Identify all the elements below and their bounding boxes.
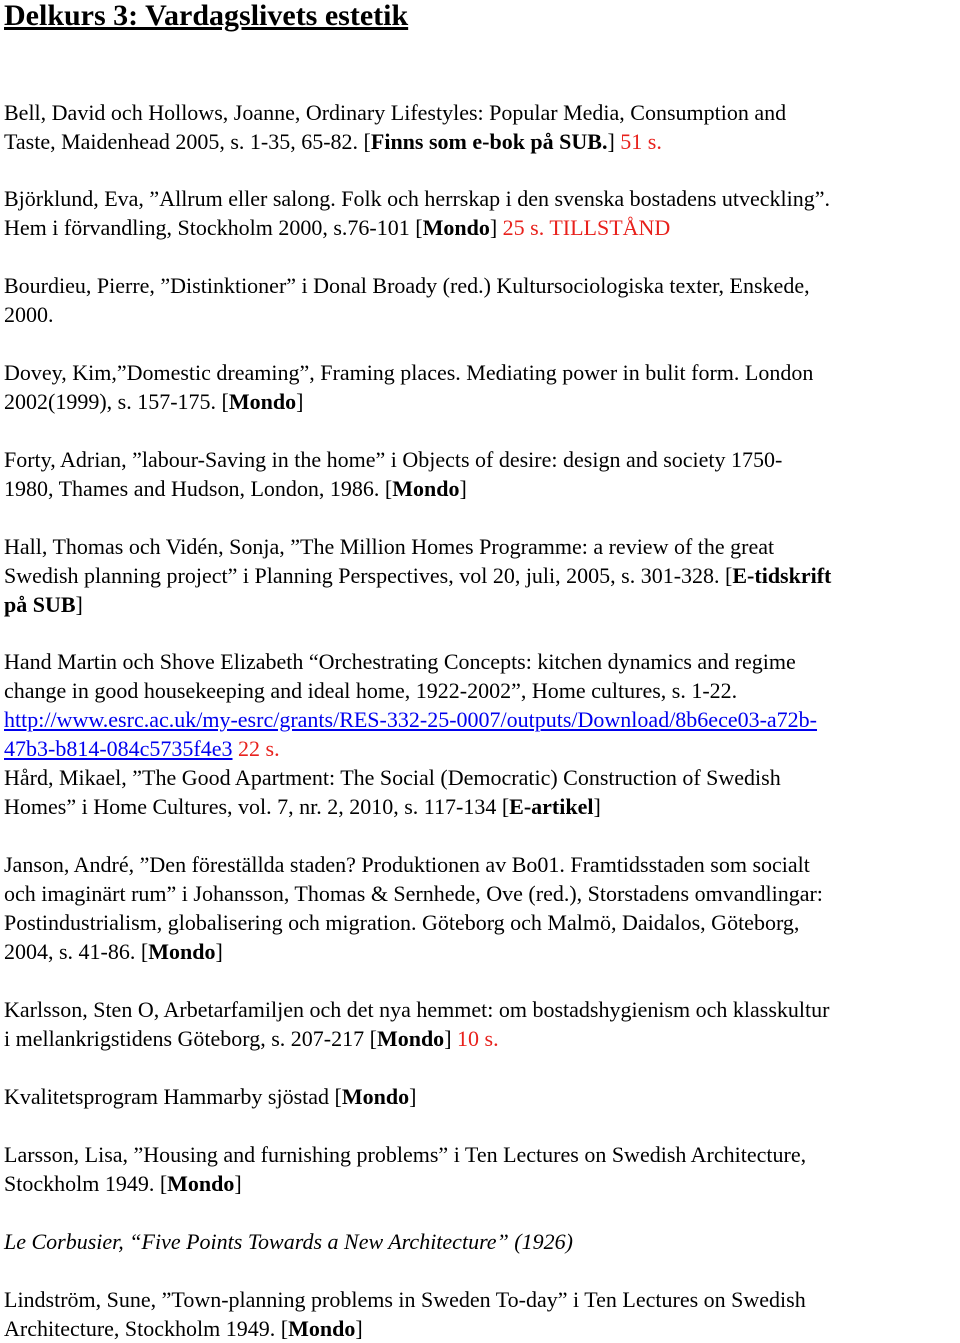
ebook-note: Finns som e-bok på SUB. bbox=[370, 129, 608, 154]
reference-entry-lindstrom bbox=[4, 1285, 954, 1343]
entry-line: och imaginärt rum” i Johansson, Thomas & Sernhede, Ove (red.), Storstadens omvandlingar: bbox=[4, 881, 823, 906]
entry-line: Architecture, Stockholm 1949. [Mondo] bbox=[4, 1316, 363, 1341]
reference-entry-hall bbox=[4, 532, 954, 619]
entry-line: Larsson, Lisa, ”Housing and furnishing problems” i Ten Lectures on Swedish Architecture, bbox=[4, 1142, 807, 1167]
reference-entry-bell bbox=[4, 98, 954, 156]
location-mondo: Mondo bbox=[392, 476, 460, 501]
entry-line: Lindström, Sune, ”Town-planning problems in Sweden To-day” i Ten Lectures on Swedish bbox=[4, 1287, 806, 1312]
ejournal-note: på SUB bbox=[4, 592, 76, 617]
entry-line: Swedish planning project” i Planning Perspectives, vol 20, juli, 2005, s. 301-328. [E-tidskrift bbox=[4, 563, 832, 588]
page-count: 25 s. TILLSTÅND bbox=[502, 215, 671, 240]
entry-line: Hand Martin och Shove Elizabeth “Orchestrating Concepts: kitchen dynamics and regime bbox=[4, 649, 796, 674]
reference-entry-larsson bbox=[4, 1140, 954, 1198]
entry-line: change in good housekeeping and ideal home, 1922-2002”, Home cultures, s. 1-22. bbox=[4, 678, 738, 703]
esrc-link-continued[interactable]: 47b3-b814-084c5735f4e3 bbox=[4, 736, 233, 761]
location-mondo: Mondo bbox=[341, 1084, 410, 1109]
location-mondo: Mondo bbox=[422, 215, 490, 240]
entry-line: Bourdieu, Pierre, ”Distinktioner” i Donal Broady (red.) Kultursociologiska texter, Enskede, bbox=[4, 273, 810, 298]
page-count: 22 s. bbox=[238, 736, 280, 761]
entry-line: Forty, Adrian, ”labour-Saving in the home” i Objects of desire: design and society 1750- bbox=[4, 447, 783, 472]
entry-line: Hem i förvandling, Stockholm 2000, s.76-101 [Mondo] 25 s. TILLSTÅND bbox=[4, 215, 671, 240]
entry-line: Homes” i Home Cultures, vol. 7, nr. 2, 2010, s. 117-134 [E-artikel] bbox=[4, 794, 601, 819]
earticle-note: E-artikel bbox=[509, 794, 594, 819]
reference-entry-bjorklund bbox=[4, 184, 954, 242]
reference-entry-kvalitetsprogram bbox=[4, 1082, 954, 1111]
reference-entry-karlsson bbox=[4, 995, 954, 1053]
page-count: 10 s. bbox=[457, 1026, 499, 1051]
entry-line: Björklund, Eva, ”Allrum eller salong. Folk och herrskap i den svenska bostadens utveckling”. bbox=[4, 186, 831, 211]
location-mondo: Mondo bbox=[167, 1171, 235, 1196]
entry-line: 2004, s. 41-86. [Mondo] bbox=[4, 939, 223, 964]
location-mondo: Mondo bbox=[228, 389, 297, 414]
location-mondo: Mondo bbox=[148, 939, 216, 964]
entry-line bbox=[4, 734, 954, 763]
reference-entry-dovey bbox=[4, 358, 954, 416]
esrc-link[interactable]: http://www.esrc.ac.uk/my-esrc/grants/RES-332-25-0007/outputs/Download/8b6ece03-a72b- bbox=[4, 707, 818, 732]
entry-line: Hall, Thomas och Vidén, Sonja, ”The Million Homes Programme: a review of the great bbox=[4, 534, 775, 559]
entry-line: Kvalitetsprogram Hammarby sjöstad [Mondo] bbox=[4, 1084, 417, 1109]
entry-line: 2002(1999), s. 157-175. [Mondo] bbox=[4, 389, 304, 414]
entry-line: Bell, David och Hollows, Joanne, Ordinary Lifestyles: Popular Media, Consumption and bbox=[4, 100, 787, 125]
entry-line: 2000. bbox=[4, 302, 54, 327]
entry-line: Hård, Mikael, ”The Good Apartment: The Social (Democratic) Construction of Swedish bbox=[4, 765, 781, 790]
location-mondo: Mondo bbox=[376, 1026, 445, 1051]
entry-line: Taste, Maidenhead 2005, s. 1-35, 65-82. [Finns som e-bok på SUB.] 51 s. bbox=[4, 129, 662, 154]
entry-line: Karlsson, Sten O, Arbetarfamiljen och det nya hemmet: om bostadshygienism och klasskultur bbox=[4, 997, 830, 1022]
entry-line: 1980, Thames and Hudson, London, 1986. [Mondo] bbox=[4, 476, 467, 501]
page-heading: Delkurs 3: Vardagslivets estetik bbox=[4, 0, 409, 32]
entry-line bbox=[4, 705, 954, 734]
entry-line: på SUB] bbox=[4, 592, 83, 617]
entry-line: Janson, André, ”Den föreställda staden? Produktionen av Bo01. Framtidsstaden som socialt bbox=[4, 852, 810, 877]
ejournal-note: E-tidskrift bbox=[732, 563, 832, 588]
page-count: 51 s. bbox=[620, 129, 662, 154]
location-mondo: Mondo bbox=[288, 1316, 356, 1341]
entry-line: i mellankrigstidens Göteborg, s. 207-217 [Mondo] 10 s. bbox=[4, 1026, 499, 1051]
entry-line: Stockholm 1949. [Mondo] bbox=[4, 1171, 242, 1196]
reference-entry-forty bbox=[4, 445, 954, 503]
entry-line: Le Corbusier, “Five Points Towards a New Architecture” (1926) bbox=[4, 1229, 573, 1254]
reference-entry-bourdieu bbox=[4, 271, 954, 329]
reference-entry-janson bbox=[4, 850, 954, 966]
reference-entry-le-corbusier bbox=[4, 1227, 954, 1256]
reference-entry-hand-shove bbox=[4, 647, 954, 763]
entry-line: Dovey, Kim,”Domestic dreaming”, Framing places. Mediating power in bulit form. London bbox=[4, 360, 814, 385]
reference-entry-hard bbox=[4, 763, 954, 821]
entry-line: Postindustrialism, globalisering och migration. Göteborg och Malmö, Daidalos, Göteborg, bbox=[4, 910, 800, 935]
